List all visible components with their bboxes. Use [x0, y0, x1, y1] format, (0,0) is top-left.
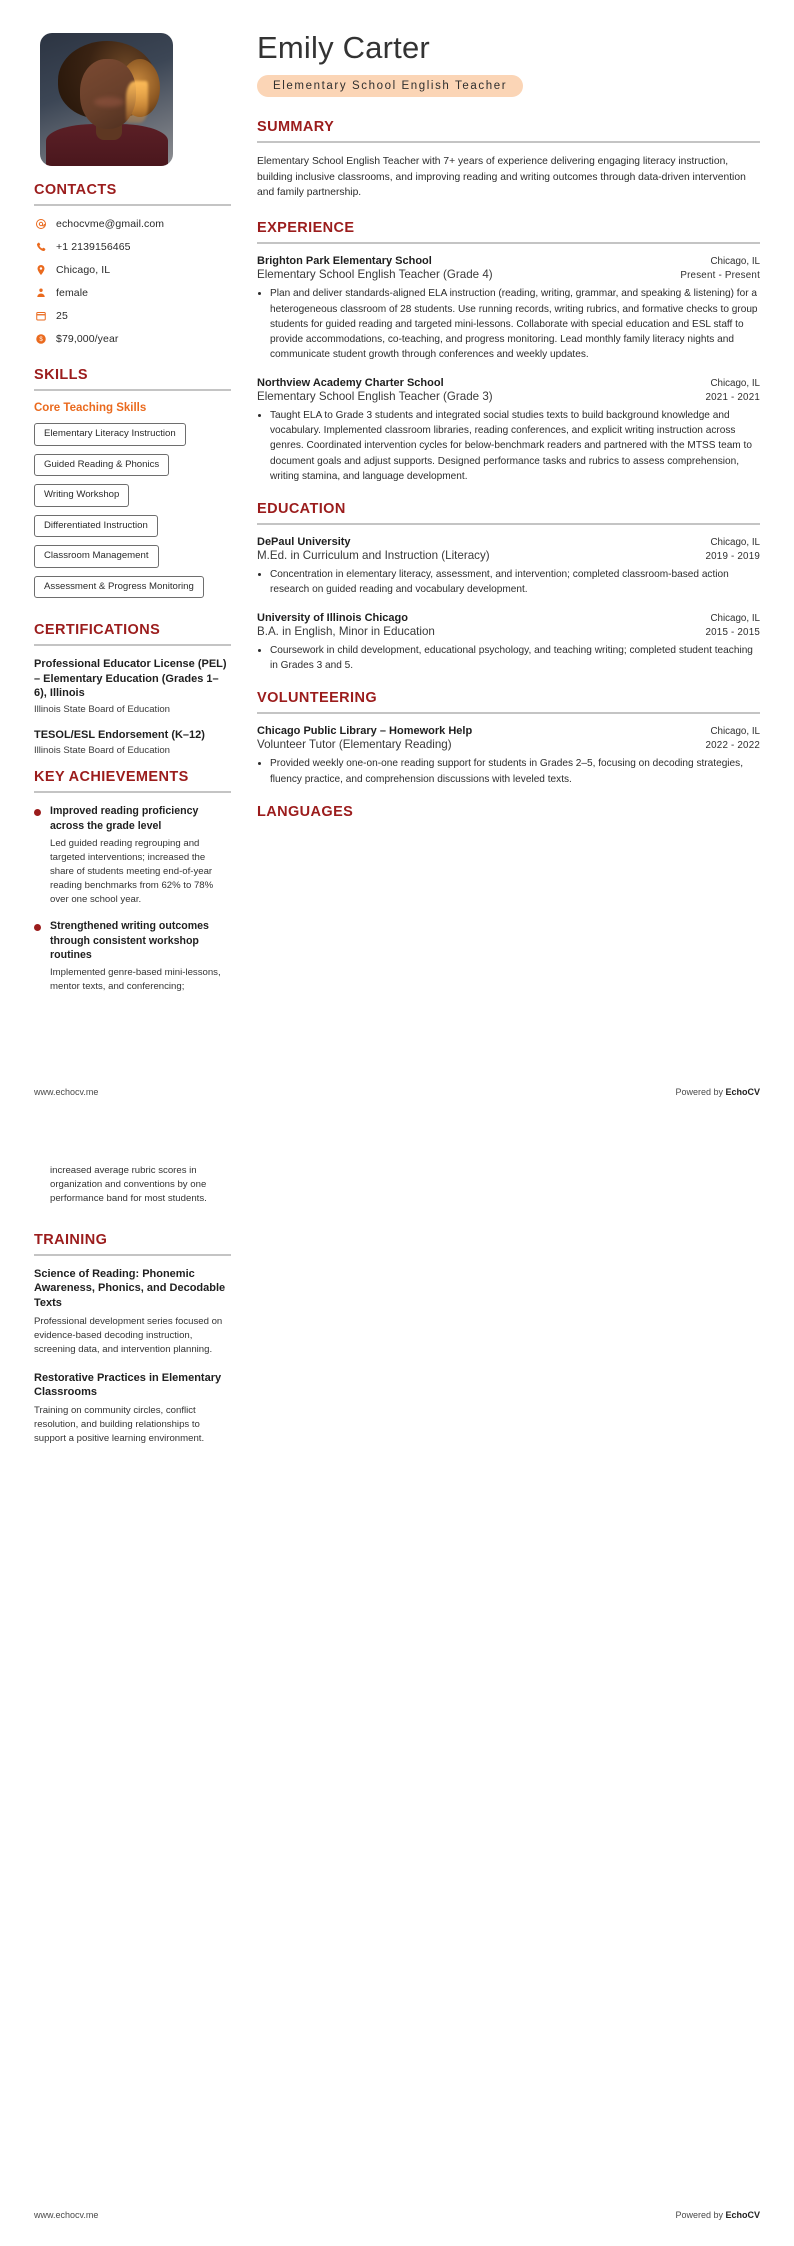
skill-chip: Elementary Literacy Instruction: [34, 423, 186, 446]
contact-gender: [34, 286, 231, 299]
certifications-heading: CERTIFICATIONS: [34, 622, 161, 639]
skill-chip: Assessment & Progress Monitoring: [34, 576, 204, 599]
person-icon: [34, 286, 47, 299]
experience-role: Elementary School English Teacher (Grade 4): [257, 268, 493, 282]
bullet-dot-icon: [34, 924, 41, 931]
education-item: [257, 536, 760, 597]
certification-org: Illinois State Board of Education: [34, 745, 170, 757]
training-title: Restorative Practices in Elementary Classrooms: [34, 1371, 222, 1399]
footer-website[interactable]: www.echocv.me: [34, 1087, 99, 1097]
achievement-desc: Led guided reading regrouping and targeted interventions; increased the share of students meeting end-of-year reading benchmarks from 62% to 78% over one school year.: [50, 837, 214, 905]
location-icon: [34, 263, 47, 276]
contact-value: Chicago, IL: [56, 263, 111, 276]
experience-date: 2021 - 2021: [705, 392, 760, 404]
training-item: [34, 1267, 231, 1357]
skill-chip: Classroom Management: [34, 545, 159, 568]
bullet-item: • Provided weekly one-on-one reading support for students in Grades 2–5, focusing on decoding strategies, fluency practice, and comprehension discussions with leveled texts.: [270, 756, 760, 786]
skills-list: [34, 423, 231, 606]
education-bullets: [270, 567, 760, 597]
bullet-item: • Plan and deliver standards-aligned ELA instruction (reading, writing, grammar, and speaking & listening) for a heterogeneous classroom of 28 students. Use running records, writing rubrics, and formative checks to group students for guided reading and targeted mini-lessons. Collaborate with special education and ESL staff to provide accommodations, co-teaching, and progress monitoring. Lead monthly family literacy nights and communicate student growth through conferences and weekly updates.: [270, 286, 760, 362]
footer-brand-name: EchoCV: [725, 2210, 760, 2220]
volunteering-bullets: [270, 756, 760, 786]
experience-item: [257, 377, 760, 484]
experience-divider: [257, 242, 760, 244]
experience-section: [257, 220, 760, 483]
experience-heading: EXPERIENCE: [257, 220, 355, 237]
svg-text:$: $: [38, 336, 43, 343]
volunteering-date: 2022 - 2022: [705, 740, 760, 752]
summary-section: [257, 119, 760, 202]
languages-section-clipped: [257, 804, 760, 818]
contact-age: [34, 309, 231, 322]
education-location: Chicago, IL: [710, 536, 760, 548]
achievement-item: [34, 919, 231, 994]
footer-brand: [675, 2210, 760, 2220]
job-title-badge: Elementary School English Teacher: [257, 75, 523, 97]
page-footer: [34, 2201, 760, 2220]
training-desc: Professional development series focused on evidence-based decoding instruction, screening data, and intervention planning.: [34, 1315, 223, 1355]
calendar-icon: [34, 309, 47, 322]
bullet-item: • Taught ELA to Grade 3 students and integrated social studies texts to build background knowledge and vocabulary. Implemented classroom libraries, reading conferences, and explicit writing instruction across genres. Coordinated intervention cycles for below-benchmark readers and partnered with the MTSS team to document goals and adjust supports. Designed performance tasks and rubrics to assess comprehension, writing stamina, and language development.: [270, 408, 760, 484]
training-heading: TRAINING: [34, 1231, 108, 1248]
phone-icon: [34, 240, 47, 253]
experience-location: Chicago, IL: [710, 256, 760, 268]
avatar-photo: [40, 33, 173, 166]
certification-name: Professional Educator License (PEL) – Elementary Education (Grades 1–6), Illinois: [34, 658, 227, 700]
volunteering-section: [257, 690, 760, 786]
skill-chip: Guided Reading & Phonics: [34, 454, 169, 477]
certification-org: Illinois State Board of Education: [34, 703, 170, 715]
volunteering-item: [257, 725, 760, 786]
training-desc: Training on community circles, conflict resolution, and building relationships to support a positive learning environment.: [34, 1405, 205, 1444]
footer-powered-label: Powered by: [675, 1087, 726, 1097]
languages-heading: LANGUAGES: [257, 803, 354, 818]
sidebar: [34, 30, 249, 1007]
footer-brand: [675, 1087, 760, 1097]
experience-org: Northview Academy Charter School: [257, 377, 444, 390]
achievements-divider: [34, 791, 231, 793]
bullet-dot-icon: [34, 809, 41, 816]
experience-org: Brighton Park Elementary School: [257, 255, 432, 268]
main-content-page2: [249, 1154, 760, 1460]
certification-item: [34, 657, 231, 715]
contacts-divider: [34, 204, 231, 206]
education-item: [257, 612, 760, 673]
volunteering-divider: [257, 712, 760, 714]
education-org: DePaul University: [257, 535, 351, 548]
skills-heading: SKILLS: [34, 367, 88, 383]
contact-phone[interactable]: [34, 240, 231, 253]
skills-group-title: Core Teaching Skills: [34, 402, 147, 414]
contact-value: +1 2139156465: [56, 240, 131, 253]
education-bullets: [270, 643, 760, 673]
experience-location: Chicago, IL: [710, 378, 760, 390]
achievement-desc-continued: increased average rubric scores in organization and conventions by one performance band for most students.: [50, 1165, 207, 1204]
email-icon: [34, 217, 47, 230]
experience-bullets: [270, 408, 760, 484]
training-title: Science of Reading: Phonemic Awareness, Phonics, and Decodable Texts: [34, 1267, 226, 1310]
bullet-item: • Coursework in child development, educational psychology, and teaching writing; completed student teaching in Grades 3 and 5.: [270, 643, 760, 673]
achievement-item: [34, 804, 231, 906]
resume-page-2: [0, 1123, 794, 2246]
contact-location: [34, 263, 231, 276]
education-heading: EDUCATION: [257, 500, 346, 517]
experience-item: [257, 255, 760, 362]
certifications-divider: [34, 644, 231, 646]
achievements-list: [34, 804, 231, 994]
experience-bullets: [270, 286, 760, 362]
certifications-list: [34, 657, 231, 756]
contacts-heading: CONTACTS: [34, 182, 117, 198]
contact-value: female: [56, 286, 89, 299]
footer-powered-label: Powered by: [675, 2210, 726, 2220]
footer-brand-name: EchoCV: [725, 1087, 760, 1097]
achievement-title: Strengthened writing outcomes through consistent workshop routines: [50, 920, 209, 962]
volunteering-role: Volunteer Tutor (Elementary Reading): [257, 738, 452, 752]
achievements-heading: KEY ACHIEVEMENTS: [34, 769, 189, 786]
education-date: 2019 - 2019: [705, 550, 760, 562]
salary-icon: [34, 332, 47, 345]
contact-salary: [34, 332, 231, 345]
volunteering-heading: VOLUNTEERING: [257, 690, 377, 707]
education-org: University of Illinois Chicago: [257, 612, 408, 625]
education-date: 2015 - 2015: [705, 627, 760, 639]
summary-text: Elementary School English Teacher with 7+ years of experience delivering engaging literacy instruction, building inclusive classrooms, and improving reading and writing outcomes through data-driven intervention and family partnership.: [257, 155, 746, 199]
summary-divider: [257, 141, 760, 143]
training-divider: [34, 1254, 231, 1256]
footer-website[interactable]: www.echocv.me: [34, 2210, 99, 2220]
education-location: Chicago, IL: [710, 613, 760, 625]
experience-date: Present - Present: [680, 270, 760, 282]
contact-value: $79,000/year: [56, 332, 119, 345]
contact-value: echocvme@gmail.com: [56, 217, 165, 230]
page-title: Emily Carter: [257, 30, 430, 65]
contact-email[interactable]: [34, 217, 231, 230]
education-degree: M.Ed. in Curriculum and Instruction (Literacy): [257, 548, 490, 562]
experience-role: Elementary School English Teacher (Grade 3): [257, 390, 493, 404]
training-list: [34, 1267, 231, 1446]
education-section: [257, 501, 760, 674]
volunteering-location: Chicago, IL: [710, 726, 760, 738]
skill-chip: Writing Workshop: [34, 484, 129, 507]
main-content: [249, 30, 760, 1007]
sidebar-page2: [34, 1154, 249, 1460]
summary-heading: SUMMARY: [257, 118, 335, 135]
training-item: [34, 1371, 231, 1446]
avatar: [40, 33, 173, 166]
volunteering-org: Chicago Public Library – Homework Help: [257, 725, 473, 738]
achievement-title: Improved reading proficiency across the grade level: [50, 805, 199, 832]
skills-divider: [34, 389, 231, 391]
page-footer: [34, 1078, 760, 1097]
contact-value: 25: [56, 309, 68, 322]
education-degree: B.A. in English, Minor in Education: [257, 625, 435, 639]
achievement-desc: Implemented genre-based mini-lessons, mentor texts, and conferencing;: [50, 967, 221, 993]
certification-item: [34, 728, 231, 757]
skill-chip: Differentiated Instruction: [34, 515, 158, 538]
bullet-item: • Concentration in elementary literacy, assessment, and intervention; completed classroom-based action research on guided reading and vocabulary development.: [270, 567, 760, 597]
certification-name: TESOL/ESL Endorsement (K–12): [34, 728, 205, 741]
education-divider: [257, 523, 760, 525]
contacts-list: [34, 217, 231, 345]
